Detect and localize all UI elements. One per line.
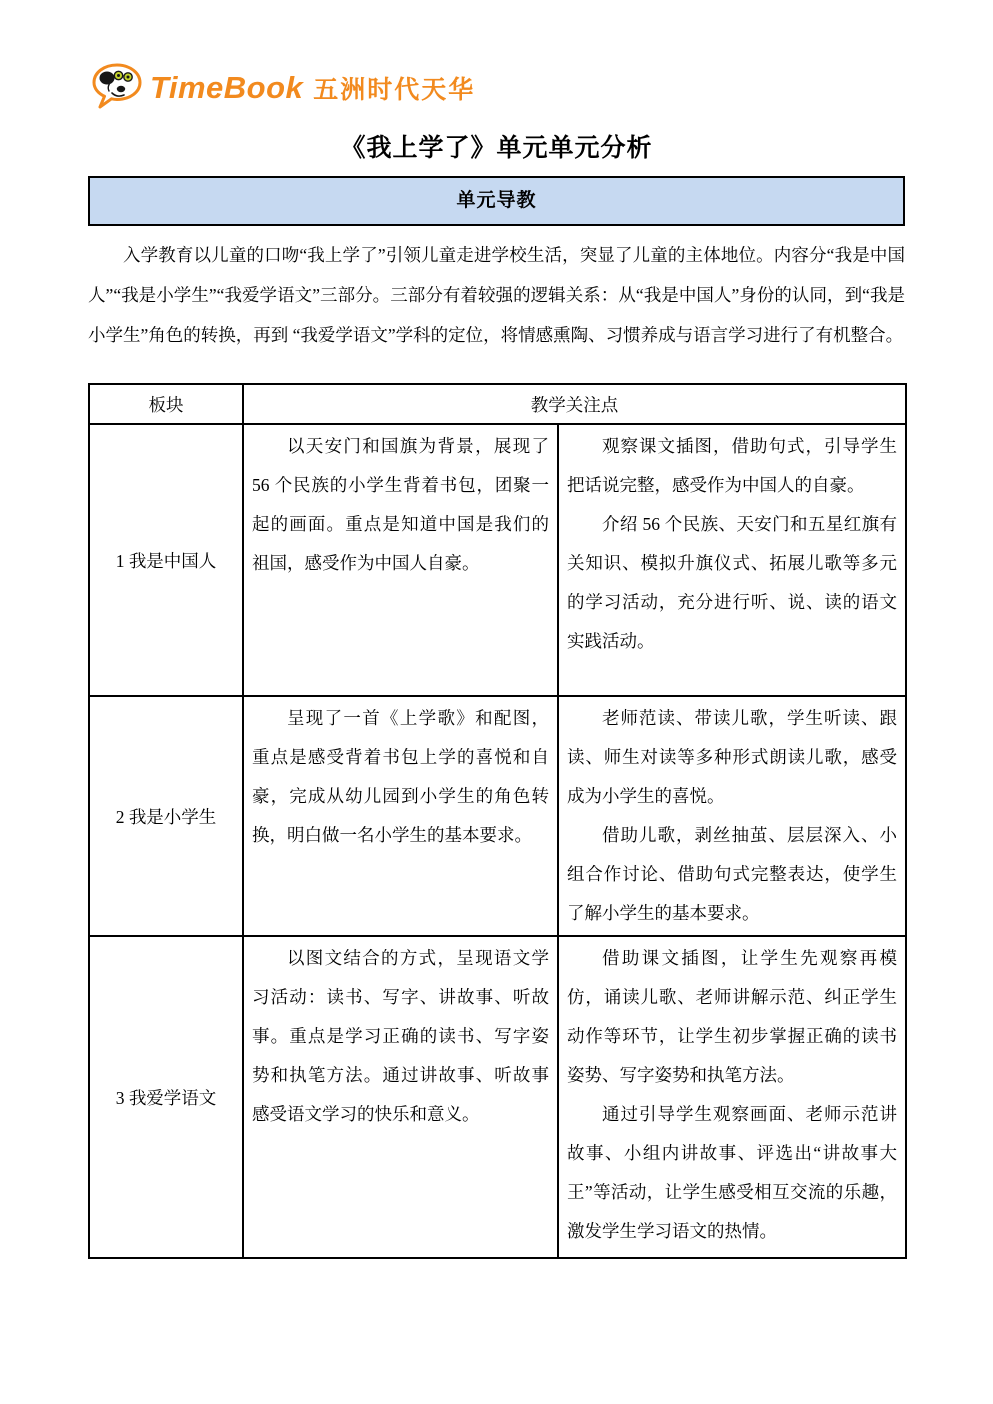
teaching-focus-cell: [558, 936, 906, 1258]
focus-paragraph: 借助儿歌，剥丝抽茧、层层深入、小组合作讨论、借助句式完整表达，使学生了解小学生的基本要求。: [567, 825, 897, 923]
intro-paragraph: 入学教育以儿童的口吻“我上学了”引领儿童走进学校生活，突显了儿童的主体地位。内容分“我是中国人”“我是小学生”“我爱学语文”三部分。三部分有着较强的逻辑关系：从“我是中国人”身份的认同，到“我是小学生”角色的转换，再到 “我爱学语文”学科的定位，将情感熏陶、习惯养成与语言学习进行了有机整合。: [88, 245, 905, 345]
module-label: 1 我是中国人: [89, 424, 243, 696]
section-header-bar: 单元导教: [88, 176, 905, 226]
description-paragraph: 以天安门和国旗为背景，展现了 56 个民族的小学生背着书包，团聚一起的画面。重点是知道中国是我们的祖国，感受作为中国人自豪。: [252, 436, 549, 573]
module-description-cell: [243, 696, 558, 936]
module-label: 2 我是小学生: [89, 696, 243, 936]
focus-paragraph: 通过引导学生观察画面、老师示范讲故事、小组内讲故事、评选出“讲故事大王”等活动，让学生感受相互交流的乐趣，激发学生学习语文的热情。: [567, 1104, 897, 1241]
description-paragraph: 呈现了一首《上学歌》和配图，重点是感受背着书包上学的喜悦和自豪，完成从幼儿园到小学生的角色转换，明白做一名小学生的基本要求。: [252, 708, 549, 845]
focus-paragraph: 介绍 56 个民族、天安门和五星红旗有关知识、模拟升旗仪式、拓展儿歌等多元的学习活动，充分进行听、说、读的语文实践活动。: [567, 514, 897, 651]
speech-bubble-mascot-icon: [90, 62, 144, 114]
table-row: [89, 936, 906, 1258]
focus-paragraph: 观察课文插图，借助句式，引导学生把话说完整，感受作为中国人的自豪。: [567, 436, 897, 495]
brand-name: TimeBook: [150, 70, 304, 105]
column-header-focus: 教学关注点: [243, 384, 906, 424]
teaching-focus-cell: [558, 424, 906, 696]
publisher-logo: [90, 58, 905, 118]
module-description-cell: [243, 936, 558, 1258]
focus-paragraph: 借助课文插图，让学生先观察再模仿，诵读儿歌、老师讲解示范、纠正学生动作等环节，让学生初步掌握正确的读书姿势、写字姿势和执笔方法。: [567, 948, 897, 1085]
module-label: 3 我爱学语文: [89, 936, 243, 1258]
table-row: [89, 424, 906, 696]
table-row: [89, 696, 906, 936]
unit-analysis-table: [88, 383, 907, 1259]
module-description-cell: [243, 424, 558, 696]
column-header-module: 板块: [89, 384, 243, 424]
focus-paragraph: 老师范读、带读儿歌，学生听读、跟读、师生对读等多种形式朗读儿歌，感受成为小学生的喜悦。: [567, 708, 897, 806]
table-header-row: [89, 384, 906, 424]
description-paragraph: 以图文结合的方式，呈现语文学习活动：读书、写字、讲故事、听故事。重点是学习正确的读书、写字姿势和执笔方法。通过讲故事、听故事感受语文学习的快乐和意义。: [252, 948, 549, 1124]
page-title: 《我上学了》单元单元分析: [340, 135, 653, 162]
teaching-focus-cell: [558, 696, 906, 936]
company-name: 五洲时代天华: [313, 76, 476, 104]
